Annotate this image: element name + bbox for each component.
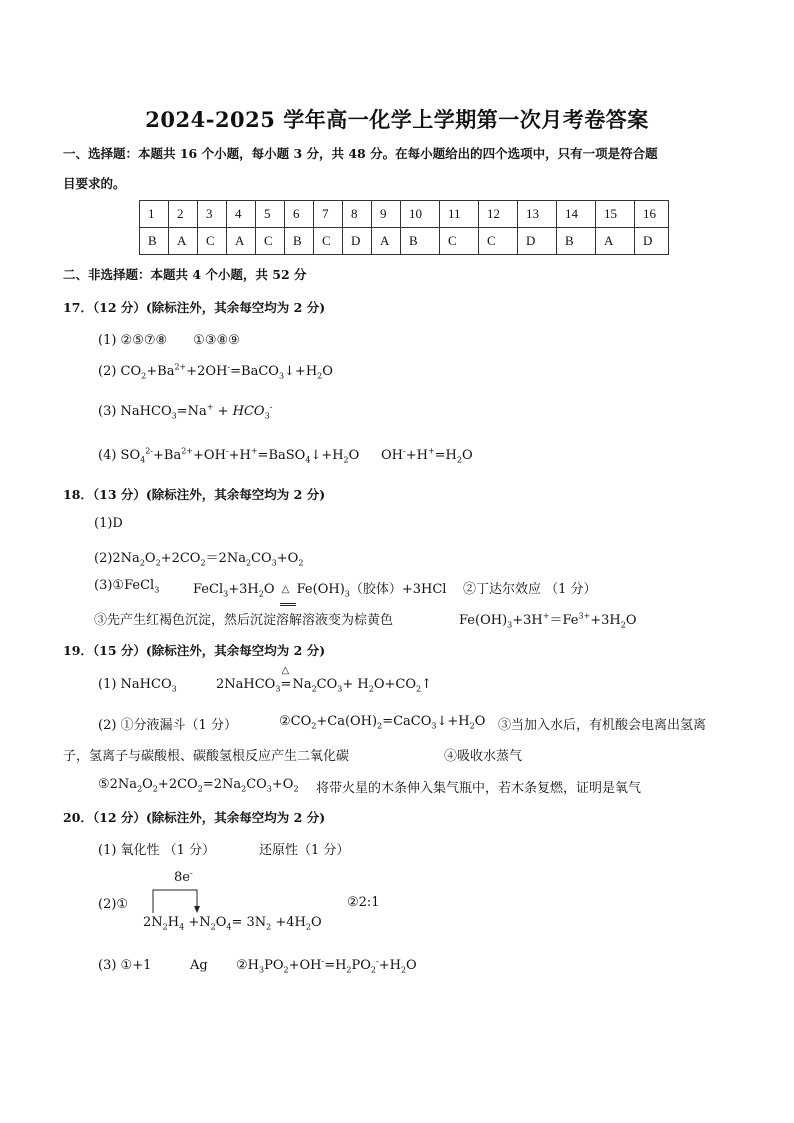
q-answer: C <box>479 228 518 255</box>
q17-answer-3: (3) NaHCO$_3$=Na+ + $HCO_3^-$ <box>98 402 273 421</box>
q20-answer-1b: 还原性（1 分） <box>259 843 350 858</box>
q-answer: C <box>440 228 479 255</box>
q19-answer-2c: ③当加入水后，有机酸会电离出氢离 <box>498 718 707 733</box>
q20-answer-2a: (2)① <box>98 897 129 912</box>
q-number: 2 <box>169 201 198 228</box>
q-answer: C <box>256 228 285 255</box>
q17-answer-2: (2) $CO_2+Ba^{2+}+2OH^-=BaCO_3↓+H_2O$ <box>98 362 333 381</box>
q-answer: D <box>635 228 669 255</box>
heat-arrow: △ = <box>280 665 292 692</box>
q20-answer-3c: $②H_3PO_2+OH^-=H_2PO_2^-+H_2O$ <box>236 956 417 975</box>
q19-answer-2d: 子，氢离子与碳酸根、碳酸氢根反应产生二氧化碳 <box>63 749 350 764</box>
q-answer: A <box>372 228 401 255</box>
q18-answer-3: (3)①FeCl$_3$ <box>94 578 160 595</box>
q-number: 16 <box>635 201 669 228</box>
q-number: 6 <box>285 201 314 228</box>
q-number: 8 <box>343 201 372 228</box>
q20-answer-3b: Ag <box>190 958 208 973</box>
q-number: 7 <box>314 201 343 228</box>
answer-table <box>139 200 669 255</box>
answer-table-answer-row <box>140 228 669 255</box>
q19-answer-2e: ④吸收水蒸气 <box>444 749 523 764</box>
q-answer: A <box>169 228 198 255</box>
q19-answer-2b: $②CO_2+Ca(OH)_2=CaCO_3↓+H_2O$ <box>279 714 486 731</box>
q-number: 12 <box>479 201 518 228</box>
q20-answer-3a: (3) ①+1 <box>98 958 152 973</box>
q-answer: C <box>198 228 227 255</box>
q-answer: A <box>596 228 635 255</box>
q-answer: D <box>343 228 372 255</box>
q17-answer-4b: $OH^-+H^+=H_2O$ <box>381 446 473 465</box>
q-number: 3 <box>198 201 227 228</box>
section1-line1: 一、选择题：本题共 16 个小题，每小题 3 分，共 48 分。在每小题给出的四个选项中，只有一项是符合题 <box>63 146 658 161</box>
q-answer: D <box>518 228 557 255</box>
electron-transfer-arrow <box>150 884 202 914</box>
q18-answer-3-equation: $FeCl_3+3H_2O$ △ $Fe(OH)_3$（胶体）+3HCl <box>193 578 446 597</box>
q-number: 10 <box>401 201 440 228</box>
q19-heading: 19．（15 分）(除标注外，其余每空均为 2 分) <box>63 643 326 658</box>
q20-redox-equation: $2N_2H_4 +N_2O_4= 3N_2 +4H_2O$ <box>143 915 322 932</box>
answer-table-number-row <box>140 201 669 228</box>
q17-heading: 17．（12 分）(除标注外，其余每空均为 2 分) <box>63 300 326 315</box>
q20-answer-2b: ②2:1 <box>347 895 380 910</box>
q-number: 9 <box>372 201 401 228</box>
q20-heading: 20．（12 分）(除标注外，其余每空均为 2 分) <box>63 810 326 825</box>
q18-heading: 18．（13 分）(除标注外，其余每空均为 2 分) <box>63 487 326 502</box>
q-number: 15 <box>596 201 635 228</box>
q-number: 13 <box>518 201 557 228</box>
q20-answer-1a: (1) 氧化性 （1 分） <box>98 843 216 858</box>
q-answer: B <box>557 228 596 255</box>
q-number: 14 <box>557 201 596 228</box>
q17-answer-4: (4) $SO_4^{2-}+Ba^{2+}+OH^-+H^+=BaSO_4↓+H_2O$ <box>98 446 360 465</box>
q18-answer-3c: ③先产生红褐色沉淀，然后沉淀溶解溶液变为棕黄色 <box>94 613 394 628</box>
q-answer: B <box>401 228 440 255</box>
q-answer: C <box>314 228 343 255</box>
section1-line2: 目要求的。 <box>63 176 126 191</box>
q-answer: B <box>140 228 169 255</box>
q18-answer-1: (1)D <box>94 516 123 531</box>
q18-answer-3d: $Fe(OH)_3+3H^+=Fe^{3+}+3H_2O$ <box>459 611 637 630</box>
q-number: 4 <box>227 201 256 228</box>
q-number: 5 <box>256 201 285 228</box>
electron-transfer-label: 8e- <box>174 868 193 885</box>
page-title: 2024-2025 学年高一化学上学期第一次月考卷答案 <box>145 107 649 132</box>
q19-answer-2a: (2) ①分液漏斗（1 分） <box>98 718 237 733</box>
q17-answer-1: (1) ②⑤⑦⑧ ①③⑧⑨ <box>98 333 240 348</box>
q-number: 11 <box>440 201 479 228</box>
section2-heading: 二、非选择题：本题共 4 个小题，共 52 分 <box>63 267 307 282</box>
q-answer: A <box>227 228 256 255</box>
q19-answer-2g: 将带火星的木条伸入集气瓶中，若木条复燃，证明是氧气 <box>316 781 642 796</box>
q19-answer-1-equation: 2NaHCO$_3$ △ $=Na_2CO_3+$ $H_2O+CO_2↑$ <box>216 665 432 694</box>
q-number: 1 <box>140 201 169 228</box>
q19-answer-1: (1) NaHCO$_3$ <box>98 677 177 694</box>
q18-answer-3b: ②丁达尔效应 （1 分） <box>463 582 597 597</box>
q18-answer-2: $(2)2Na_2O_2+2CO_2=2Na_2CO_3+O_2$ <box>94 551 304 568</box>
q19-answer-2f: $⑤2Na_2O_2+2CO_2=2Na_2CO_3+O_2$ <box>98 777 299 794</box>
q-answer: B <box>285 228 314 255</box>
